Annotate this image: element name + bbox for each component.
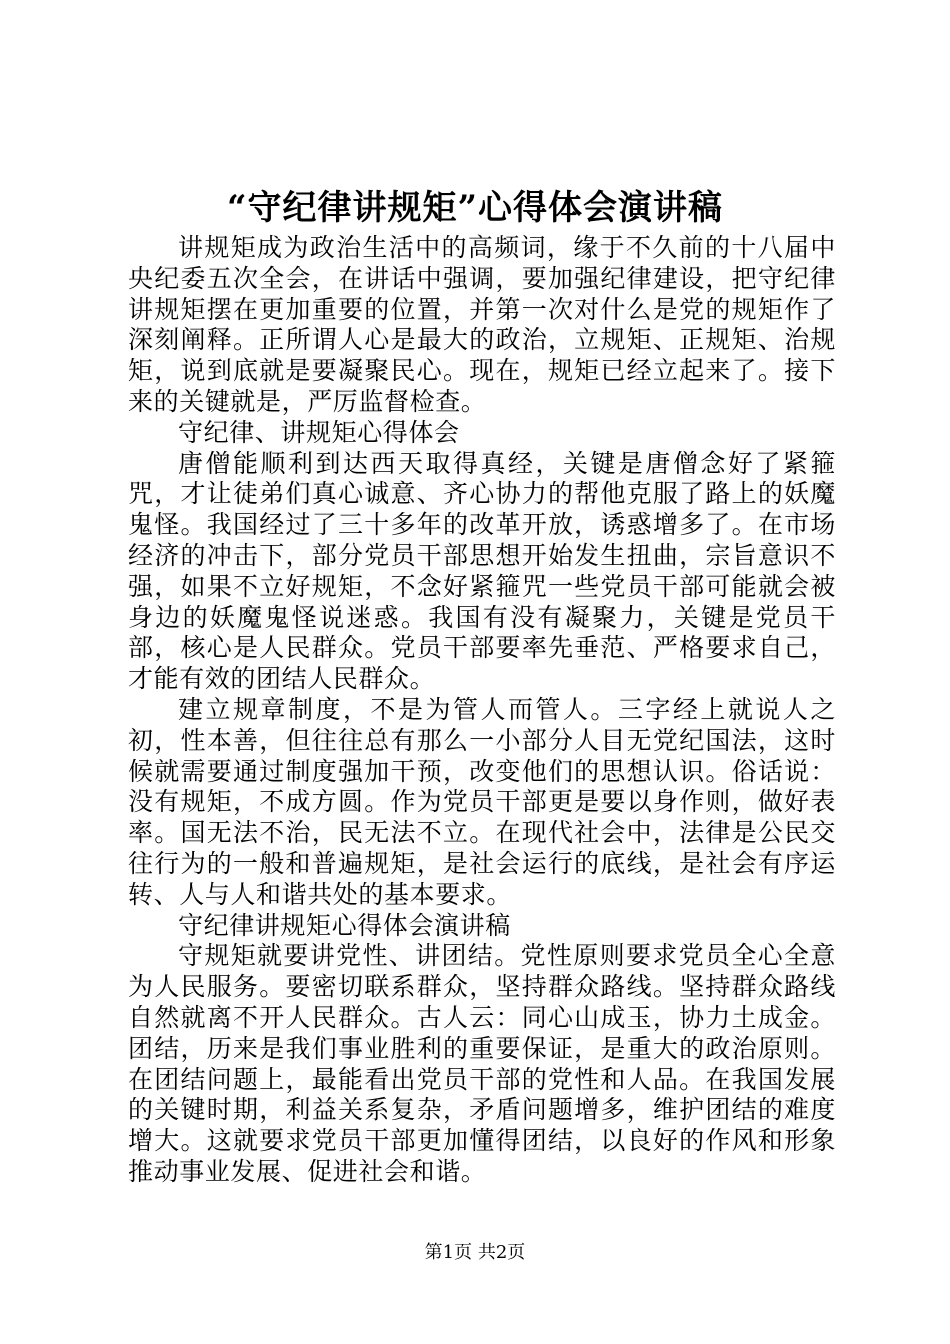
section-heading: 守纪律、讲规矩心得体会	[178, 417, 460, 447]
paragraph: 建立规章制度，不是为管人而管人。三字经上就说人之初，性本善，但往往总有那么一小部分人目无党纪国法，这时候就需要通过制度强加干预，改变他们的思想认识。俗话说：没有规矩，不成方圆。作为党员干部更是要以身作则，做好表率。国无法不治，民无法不立。在现代社会中，法律是公民交往行为的一般和普遍规矩，是社会运行的底线，是社会有序运转、人与人和谐共处的基本要求。	[128, 694, 836, 909]
paragraph: 唐僧能顺利到达西天取得真经，关键是唐僧念好了紧箍咒，才让徒弟们真心诚意、齐心协力的帮他克服了路上的妖魔鬼怪。我国经过了三十多年的改革开放，诱惑增多了。在市场经济的冲击下，部分党员干部思想开始发生扭曲，宗旨意识不强，如果不立好规矩，不念好紧箍咒一些党员干部可能就会被身边的妖魔鬼怪说迷惑。我国有没有凝聚力，关键是党员干部，核心是人民群众。党员干部要率先垂范、严格要求自己，才能有效的团结人民群众。	[128, 448, 836, 694]
section-heading: 守纪律讲规矩心得体会演讲稿	[178, 910, 511, 940]
paragraph: 守规矩就要讲党性、讲团结。党性原则要求党员全心全意为人民服务。要密切联系群众，坚持群众路线。坚持群众路线自然就离不开人民群众。古人云：同心山成玉，协力土成金。团结，历来是我们事业胜利的重要保证，是重大的政治原则。在团结问题上，最能看出党员干部的党性和人品。在我国发展的关键时期，利益关系复杂，矛盾问题增多，维护团结的难度增大。这就要求党员干部更加懂得团结，以良好的作风和形象推动事业发展、促进社会和谐。	[128, 941, 836, 1186]
paragraph: 讲规矩成为政治生活中的高频词，缘于不久前的十八届中央纪委五次全会，在讲话中强调，要加强纪律建设，把守纪律讲规矩摆在更加重要的位置，并第一次对什么是党的规矩作了深刻阐释。正所谓人心是最大的政治，立规矩、正规矩、治规矩，说到底就是要凝聚民心。现在，规矩已经立起来了。接下来的关键就是，严厉监督检查。	[128, 233, 836, 416]
document-body	[128, 233, 836, 1188]
document-title: “守纪律讲规矩”心得体会演讲稿	[226, 188, 724, 228]
page-footer: 第1页 共2页	[424, 1242, 526, 1263]
